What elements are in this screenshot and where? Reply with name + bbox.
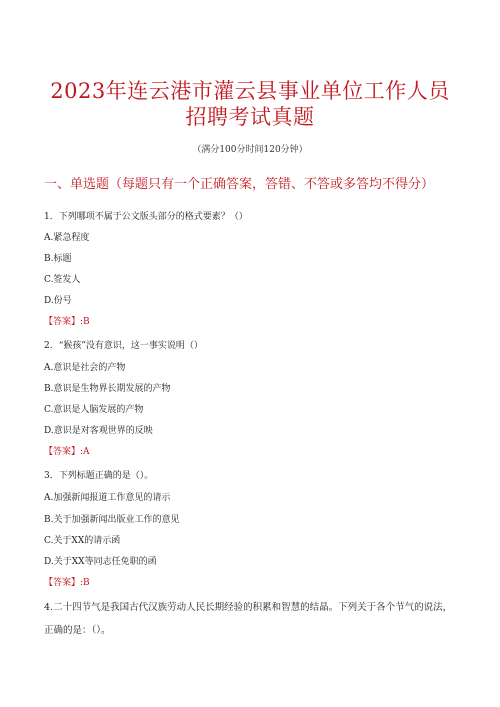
question-2-option-c: C.意识是人脑发展的产物: [44, 405, 144, 415]
question-3-option-a: A.加强新闻报道工作意见的请示: [44, 493, 171, 503]
page-title-line2: 招聘考试真题: [185, 105, 315, 129]
question-3-stem: 3．下列标题正确的是（）。: [44, 471, 154, 481]
section-heading: 一、单选题（每题只有一个正确答案，答错、不答或多答均不得分）: [44, 177, 435, 192]
question-4-stem: 4.二十四节气是我国古代汉族劳动人民长期经验的积累和智慧的结晶。下列关于各个节气的说法，正确的是：（）。: [44, 602, 453, 636]
question-1-answer: 【答案】:B: [44, 317, 90, 327]
question-3-answer: 【答案】:B: [44, 578, 90, 588]
question-1-stem: 1．下列哪项不属于公文版头部分的格式要素？（）: [44, 212, 248, 222]
exam-duration-note: （满分100分时间120分钟）: [192, 145, 308, 155]
question-2-stem: 2．“猴孩”没有意识，这一事实说明（）: [44, 341, 203, 351]
question-1-option-b: B.标题: [44, 254, 72, 264]
question-1-option-d: D.份号: [44, 296, 72, 306]
question-3-option-c: C.关于XX的请示函: [44, 536, 121, 546]
question-2-option-a: A.意识是社会的产物: [44, 363, 126, 373]
question-3-option-b: B.关于加强新闻出版业工作的意见: [44, 515, 180, 525]
question-1-option-a: A.紧急程度: [44, 233, 90, 243]
question-3-option-d: D.关于XX等同志任免职的函: [44, 557, 157, 567]
question-2-option-b: B.意识是生物界长期发展的产物: [44, 384, 171, 394]
question-2-option-d: D.意识是对客观世界的反映: [44, 426, 153, 436]
question-2-answer: 【答案】:A: [44, 447, 90, 457]
question-1-option-c: C.签发人: [44, 275, 81, 285]
page-title-line1: 2023年连云港市灌云县事业单位工作人员: [50, 79, 450, 103]
